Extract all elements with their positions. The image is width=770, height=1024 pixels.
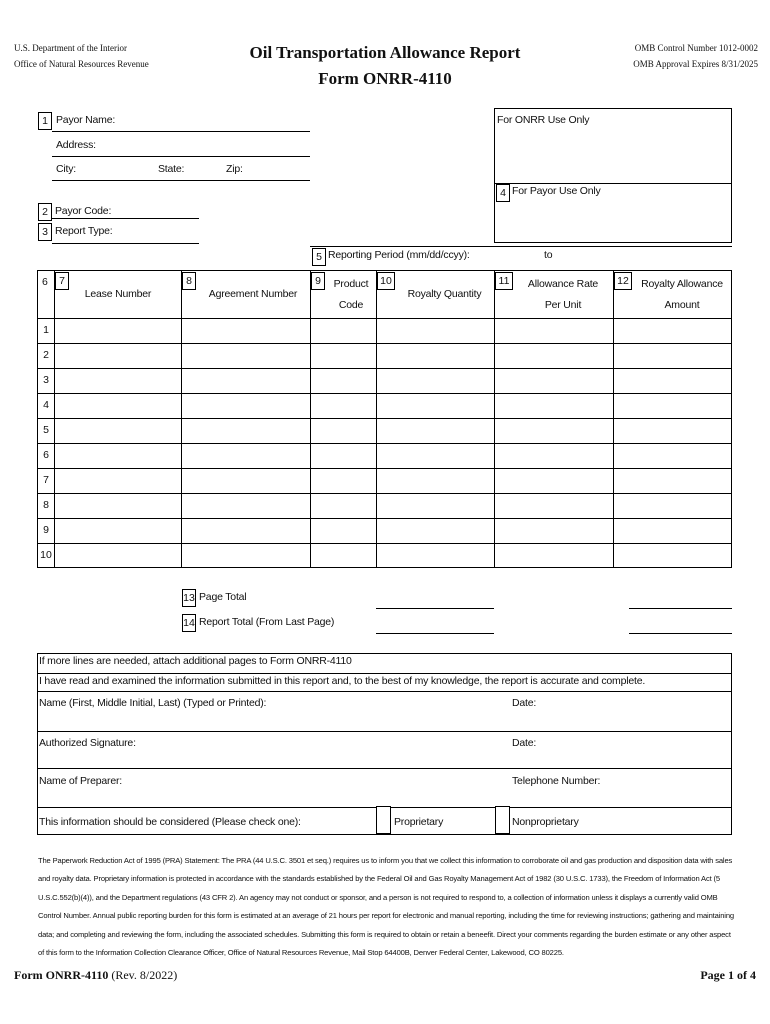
col-agreement-number: Agreement Number — [208, 288, 298, 300]
table-row-number: 1 — [43, 324, 49, 336]
consider-label: This information should be considered (Please check one): — [39, 816, 301, 828]
table-row-divider — [37, 343, 732, 344]
table-row-number: 10 — [40, 549, 52, 561]
agency-line-2: Office of Natural Resources Revenue — [14, 59, 149, 69]
field-number-1: 1 — [38, 112, 52, 130]
address-label: Address: — [56, 139, 96, 151]
footer-form-name: Form ONRR-4110 — [14, 968, 109, 982]
col-divider-1 — [54, 270, 55, 568]
table-row-number: 3 — [43, 374, 49, 386]
field-number-2: 2 — [38, 203, 52, 221]
page-total-label: Page Total — [199, 591, 247, 603]
footer-page-number: Page 1 of 4 — [700, 968, 756, 982]
title-line-1: Oil Transportation Allowance Report — [249, 43, 521, 62]
col-allowance-rate-1: Allowance Rate — [527, 278, 599, 290]
table-row-divider — [37, 493, 732, 494]
nonproprietary-checkbox[interactable] — [495, 806, 510, 834]
col-number-9: 9 — [311, 272, 325, 290]
col-divider-5 — [494, 270, 495, 568]
col-product-code-1: Product — [333, 278, 369, 290]
city-line[interactable] — [52, 180, 310, 181]
proprietary-label: Proprietary — [394, 816, 444, 828]
report-type-line[interactable] — [52, 243, 199, 244]
col-royalty-quantity: Royalty Quantity — [407, 288, 482, 300]
paperwork-reduction-notice: The Paperwork Reduction Act of 1995 (PRA) Statement: The PRA (44 U.S.C. 3501 et seq.) requires us to inform you that we collect this information to corroborate oil and gas production and disposition data with sales and royalty data. Proprietary information is protected in accordance with the standards established by the Federal Oil and Gas Royalty Management Act of 1982 (30 U.S.C. 1733), the Freedom of Information Act (5 U.S.C.552(b)(4)), and the Department regulations (43 CFR 2). An agency may not conduct or sponsor, and a person is not required to respond to, a collection of information unless it displays a currently valid OMB Control Number. Annual public reporting burden for this form is estimated at an average of 21 hours per report for electronic and manual reporting, including the time for reviewing instructions; gathering and maintaining data; and completing and reviewing the form, including the associated schedules. Submitting this form is required to obtain or retain a beneefit. Direct your comments regarding the burden estimate or any other aspect of this form to the Information Collection Clearance Officer, Office of Natural Resources Revenue, Mail Stop 64400B, Denver Federal Center, Lakewood, CO 80225. — [38, 856, 734, 958]
table-row-number: 6 — [43, 449, 49, 461]
table-row-divider — [37, 518, 732, 519]
date-label-2: Date: — [512, 737, 537, 749]
payor-name-line[interactable] — [52, 131, 310, 132]
cert-divider-1 — [37, 673, 732, 674]
zip-label: Zip: — [226, 163, 243, 175]
table-row-number: 9 — [43, 524, 49, 536]
field-number-4: 4 — [496, 184, 510, 202]
table-row-number: 8 — [43, 499, 49, 511]
report-total-amount-line[interactable] — [629, 633, 732, 634]
field-number-3: 3 — [38, 223, 52, 241]
omb-info — [633, 40, 758, 72]
nonproprietary-label: Nonproprietary — [512, 816, 579, 828]
omb-expiration: OMB Approval Expires 8/31/2025 — [633, 59, 758, 69]
col-divider-6 — [613, 270, 614, 568]
report-type-label: Report Type: — [55, 225, 113, 237]
onrr-payor-divider — [494, 183, 732, 184]
cert-divider-3 — [37, 731, 732, 732]
footer-revision: (Rev. 8/2022) — [111, 968, 178, 982]
table-row-number: 4 — [43, 399, 49, 411]
col-product-code-2: Code — [338, 299, 364, 311]
table-row-divider — [37, 393, 732, 394]
city-label: City: — [56, 163, 77, 175]
table-row-number: 7 — [43, 474, 49, 486]
reporting-period-label: Reporting Period (mm/dd/ccyy): — [328, 249, 470, 261]
col-number-11: 11 — [495, 272, 513, 290]
report-total-label: Report Total (From Last Page) — [199, 616, 335, 628]
onrr-use-label: For ONRR Use Only — [497, 114, 590, 126]
field-number-13: 13 — [182, 589, 196, 607]
cert-divider-2 — [37, 691, 732, 692]
signature-label: Authorized Signature: — [39, 737, 136, 749]
period-top-line — [310, 246, 732, 247]
table-header-divider — [37, 318, 732, 319]
address-line[interactable] — [52, 156, 310, 157]
date-label-1: Date: — [512, 697, 537, 709]
preparer-label: Name of Preparer: — [39, 775, 122, 787]
col-number-8: 8 — [182, 272, 196, 290]
col-number-12: 12 — [614, 272, 632, 290]
page-total-quantity-line[interactable] — [376, 608, 494, 609]
col-divider-3 — [310, 270, 311, 568]
page-total-amount-line[interactable] — [629, 608, 732, 609]
col-royalty-amount-1: Royalty Allowance — [641, 278, 723, 290]
table-row-divider — [37, 368, 732, 369]
payor-code-line[interactable] — [52, 218, 199, 219]
line-item-table — [37, 270, 732, 568]
col-royalty-amount-2: Amount — [664, 299, 700, 311]
agency-line-1: U.S. Department of the Interior — [14, 43, 127, 53]
table-row-divider — [37, 468, 732, 469]
col-allowance-rate-2: Per Unit — [544, 299, 582, 311]
form-title — [200, 40, 570, 92]
reporting-period-to: to — [544, 249, 553, 261]
table-row-divider — [37, 443, 732, 444]
state-label: State: — [158, 163, 185, 175]
payor-name-label: Payor Name: — [56, 114, 116, 126]
col-number-7: 7 — [55, 272, 69, 290]
more-lines-note: If more lines are needed, attach additional pages to Form ONRR-4110 — [39, 655, 352, 667]
name-label: Name (First, Middle Initial, Last) (Typed or Printed): — [39, 697, 267, 709]
proprietary-checkbox[interactable] — [376, 806, 391, 834]
col-divider-4 — [376, 270, 377, 568]
table-row-number: 2 — [43, 349, 49, 361]
payor-use-label: For Payor Use Only — [512, 185, 601, 197]
col-divider-2 — [181, 270, 182, 568]
certification-statement: I have read and examined the information submitted in this report and, to the best of my knowledge, the report is accurate and complete. — [39, 675, 646, 687]
table-row-divider — [37, 543, 732, 544]
onrr-use-box — [494, 108, 732, 243]
col-number-10: 10 — [377, 272, 395, 290]
omb-control-number: OMB Control Number 1012-0002 — [634, 43, 758, 53]
title-line-2: Form ONRR-4110 — [318, 69, 452, 88]
report-total-quantity-line[interactable] — [376, 633, 494, 634]
phone-label: Telephone Number: — [512, 775, 601, 787]
agency-name — [14, 40, 149, 72]
cert-divider-4 — [37, 768, 732, 769]
footer-form-id — [14, 968, 177, 983]
table-row-divider — [37, 418, 732, 419]
col-number-6: 6 — [42, 276, 48, 288]
field-number-5: 5 — [312, 248, 326, 266]
payor-code-label: Payor Code: — [55, 205, 112, 217]
field-number-14: 14 — [182, 614, 196, 632]
table-row-number: 5 — [43, 424, 49, 436]
col-lease-number: Lease Number — [84, 288, 152, 300]
